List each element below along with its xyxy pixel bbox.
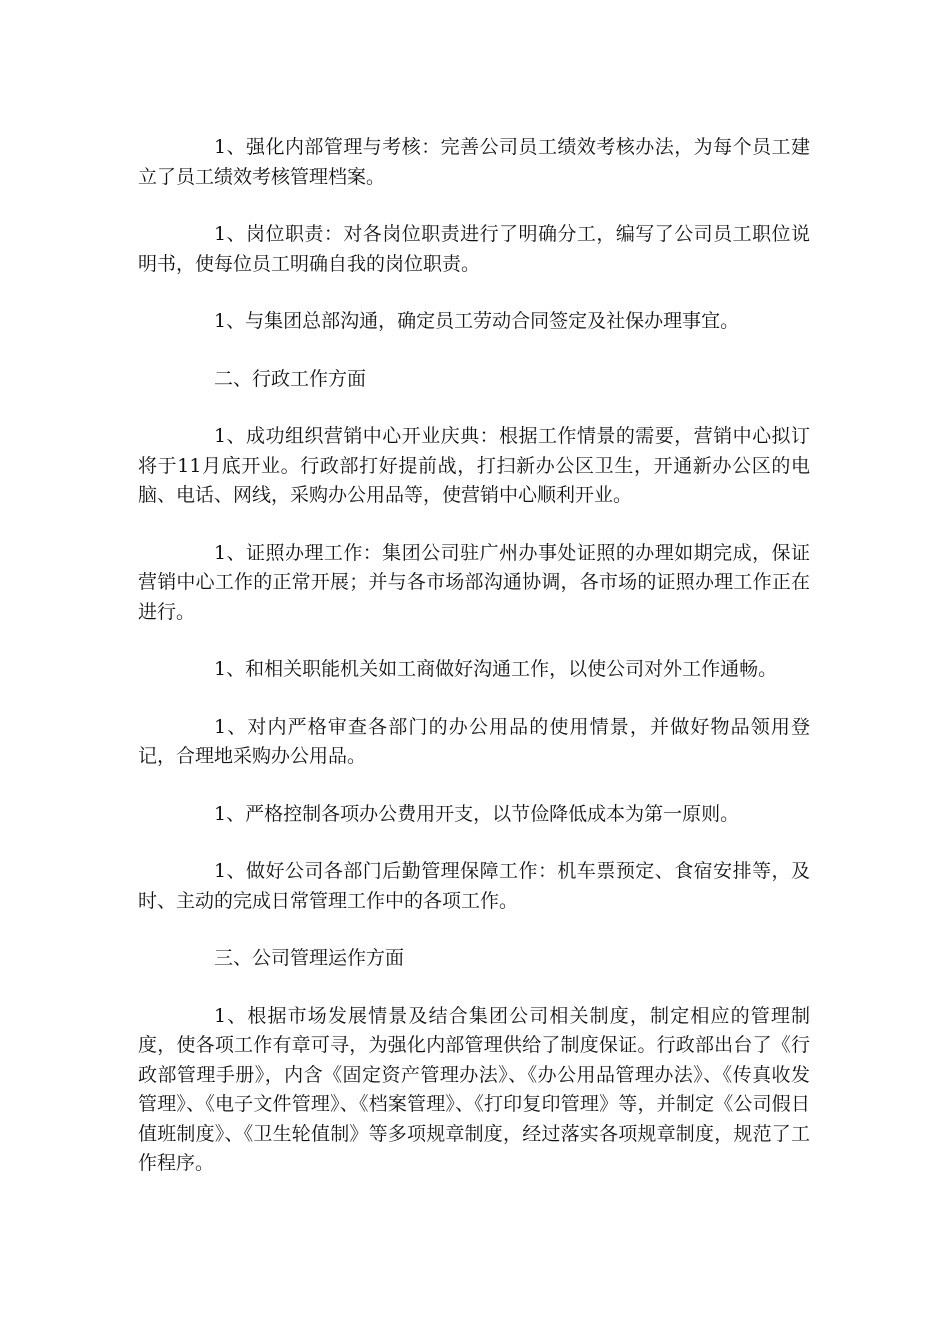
paragraph-hq-communication: 1、与集团总部沟通，确定员工劳动合同签定及社保办理事宜。 — [214, 310, 740, 332]
paragraph-logistics: 1、做好公司各部门后勤管理保障工作：机车票预定、食宿安排等，及时、主动的完成日常管理工作中的各项工作。 — [138, 860, 810, 912]
paragraph-office-supplies: 1、对内严格审查各部门的办公用品的使用情景，并做好物品领用登记，合理地采购办公用品。 — [138, 715, 810, 767]
document-body — [138, 133, 810, 1207]
paragraph-license-processing: 1、证照办理工作：集团公司驻广州办事处证照的办理如期完成，保证营销中心工作的正常开展；并与各市场部沟通协调，各市场的证照办理工作正在进行。 — [138, 541, 810, 623]
paragraph-management-systems: 1、根据市场发展情景及结合集团公司相关制度，制定相应的管理制度，使各项工作有章可寻，为强化内部管理供给了制度保证。行政部出台了《行政部管理手册》，内含《固定资产管理办法》、《办公用品管理办法》、《传真收发管理》、《电子文件管理》、《档案管理》、《打印复印管理》等，并制定《公司假日值班制度》、《卫生轮值制》等多项规章制度，经过落实各项规章制度，规范了工作程序。 — [138, 1004, 810, 1174]
paragraph-cost-control: 1、严格控制各项办公费用开支，以节俭降低成本为第一原则。 — [214, 802, 740, 825]
section-heading-company-operations: 三、公司管理运作方面 — [214, 947, 405, 969]
paragraph-job-duties: 1、岗位职责：对各岗位职责进行了明确分工，编写了公司员工职位说明书，使每位员工明确自我的岗位职责。 — [138, 223, 810, 275]
paragraph-opening-ceremony: 1、成功组织营销中心开业庆典：根据工作情景的需要，营销中心拟订将于11月底开业。行政部打好提前战，打扫新办公区卫生，开通新办公区的电脑、电话、网线，采购办公用品等，使营销中心顺利开业。 — [138, 425, 810, 506]
paragraph-authority-communication: 1、和相关职能机关如工商做好沟通工作，以使公司对外工作通畅。 — [214, 658, 778, 680]
section-heading-administration: 二、行政工作方面 — [214, 367, 367, 390]
paragraph-internal-management: 1、强化内部管理与考核：完善公司员工绩效考核办法，为每个员工建立了员工绩效考核管理档案。 — [138, 136, 810, 188]
